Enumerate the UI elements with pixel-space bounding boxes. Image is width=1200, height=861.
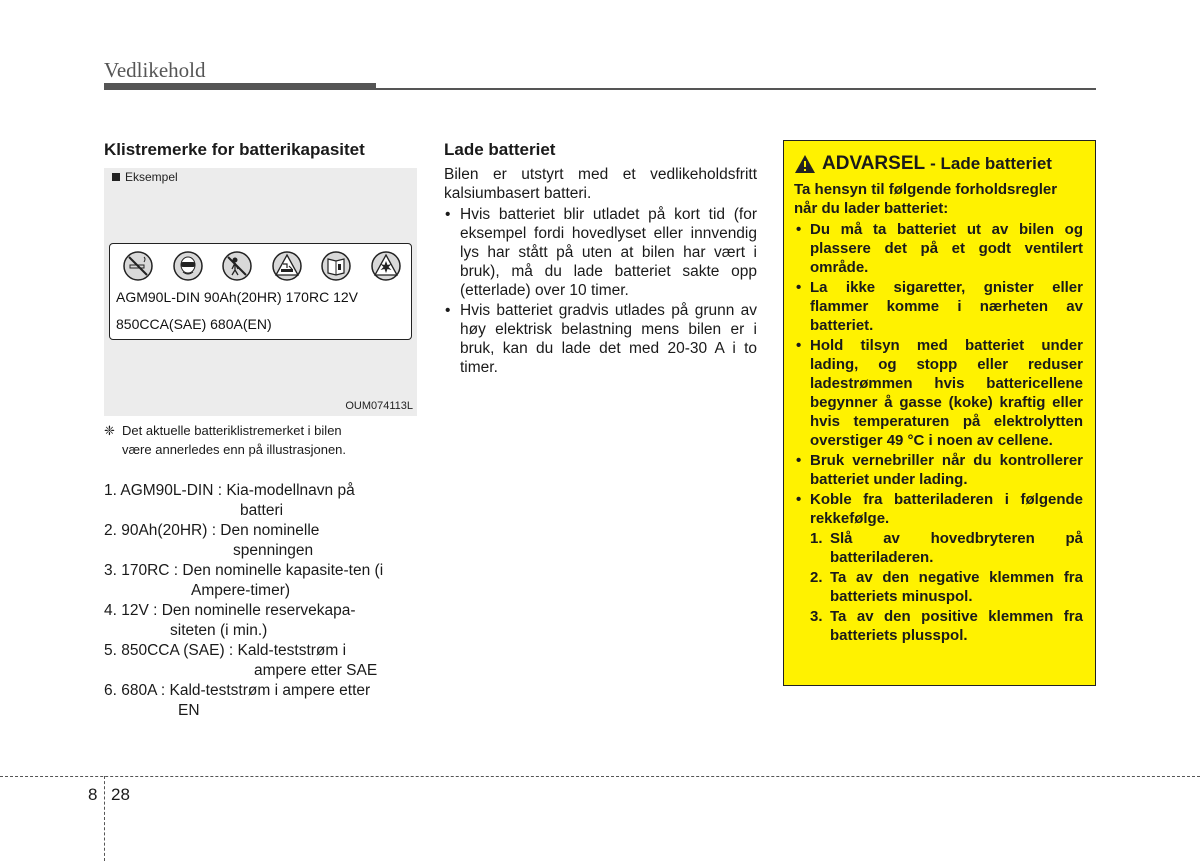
spec-head-5: 5. 850CCA (SAE) : Kald-teststrøm i (104, 642, 347, 659)
square-bullet-icon (112, 173, 120, 181)
acid-warning-icon (271, 250, 303, 282)
step-number: 1. (810, 530, 823, 547)
header-rule (104, 88, 1096, 90)
spec-cont-5: ampere etter SAE (254, 661, 378, 679)
spec-head-4: 4. 12V : Den nominelle reservekapa- (104, 602, 356, 619)
warning-list (794, 220, 1083, 645)
note-text-1: Det aktuelle batteriklistremerket i bilen (122, 423, 342, 438)
disconnect-steps (810, 529, 1083, 645)
page-number: 28 (111, 785, 130, 804)
page-header-title: Vedlikehold (104, 58, 206, 82)
list-item (810, 529, 1083, 567)
middle-column (444, 140, 757, 378)
footer-vertical-rule (104, 776, 105, 861)
spec-head-1: 1. AGM90L-DIN : Kia-modellnavn på (104, 482, 355, 499)
spec-list (104, 481, 417, 721)
list-item (104, 681, 417, 720)
no-smoking-icon (122, 250, 154, 282)
spec-cont-6: EN (178, 701, 200, 719)
step-number: 3. (810, 608, 823, 625)
battery-sticker (109, 243, 412, 340)
list-item: • Bruk vernebriller når du kontrollerer batteriet under lading. (794, 451, 1083, 489)
list-item (794, 490, 1083, 645)
figure-caption-text: Eksempel (125, 170, 178, 184)
list-item (810, 568, 1083, 606)
section-heading-battery-label: Klistremerke for batterikapasitet (104, 140, 365, 159)
list-item (104, 561, 417, 600)
list-item: • Hvis batteriet gradvis utlades på grunn av høy elektrisk belastning mens bilen er i bruk, kan du lade det med 20-30 A i to timer. (444, 301, 757, 377)
note-line-2: være annerledes enn på illustrasjonen. (122, 442, 347, 457)
list-item: • Hvis batteriet blir utladet på kort tid (for eksempel fordi hovedlyset eller innvendig lys har stått på uten at bilen har vært i bruk), må du lade batteriet sakte opp (etterlade) over 10 timer. (444, 205, 757, 300)
list-item (104, 521, 417, 560)
section-heading-charging: Lade batteriet (444, 140, 556, 159)
spec-cont-2: spenningen (233, 541, 314, 559)
figure-caption (112, 170, 178, 184)
step-text: Ta av den positive klemmen fra batteriets plusspol. (830, 608, 1083, 644)
list-item: • Hold tilsyn med batteriet under lading, og stopp eller reduser ladestrømmen hvis battericellene begynner å gasse (koke) kraftig eller hvis temperaturen på elektrolytten overstiger 49 °C i noen av cellene. (794, 336, 1083, 450)
warning-item-5-text: Koble fra batteriladeren i følgende rekkefølge. (810, 491, 1083, 527)
warning-subtitle: - Lade batteriet (930, 154, 1052, 173)
spec-cont-4: siteten (i min.) (170, 621, 268, 639)
battery-label-figure (104, 168, 417, 416)
list-item (104, 641, 417, 680)
warning-lead: Ta hensyn til følgende forholdsregler når du lader batteriet: (794, 181, 1058, 217)
chapter-number: 8 (88, 785, 98, 804)
note-mark-icon: ❈ (104, 423, 115, 438)
list-item (104, 601, 417, 640)
list-item (810, 607, 1083, 645)
sticker-text-line-1: AGM90L-DIN 90Ah(20HR) 170RC 12V (116, 289, 358, 305)
sticker-text-line-2: 850CCA(SAE) 680A(EN) (116, 316, 272, 332)
illustration-note (104, 421, 417, 459)
spec-cont-1: batteri (240, 501, 284, 519)
warning-triangle-icon (794, 154, 816, 174)
step-text: Ta av den negative klemmen fra batteriets minuspol. (830, 569, 1083, 605)
figure-code: OUM074113L (345, 400, 413, 412)
keep-children-away-icon (221, 250, 253, 282)
step-text: Slå av hovedbryteren på batteriladeren. (830, 530, 1083, 566)
spec-head-6: 6. 680A : Kald-teststrøm i ampere etter (104, 682, 371, 699)
list-item: • La ikke sigaretter, gnister eller flammer komme i nærheten av batteriet. (794, 278, 1083, 335)
footer-rule (0, 776, 1200, 777)
list-item: • Du må ta batteriet ut av bilen og plassere det på et godt ventilert område. (794, 220, 1083, 277)
warning-title (794, 153, 1083, 175)
left-column (104, 140, 417, 160)
note-line-1 (104, 421, 417, 440)
eye-protection-icon (172, 250, 204, 282)
read-manual-icon (320, 250, 352, 282)
spec-head-2: 2. 90Ah(20HR) : Den nominelle (104, 522, 320, 539)
charging-bullets (444, 205, 757, 377)
step-number: 2. (810, 569, 823, 586)
warning-title-text: ADVARSEL (822, 153, 926, 174)
charging-intro: Bilen er utstyrt med et vedlikeholdsfritt kalsiumbasert batteri. (444, 166, 757, 202)
spec-cont-3: Ampere-timer) (191, 581, 291, 599)
spec-head-3: 3. 170RC : Den nominelle kapasite-ten (i (104, 562, 384, 579)
warning-box (783, 140, 1096, 686)
sticker-icon-row (122, 250, 402, 282)
list-item (104, 481, 417, 520)
explosive-gas-icon (370, 250, 402, 282)
